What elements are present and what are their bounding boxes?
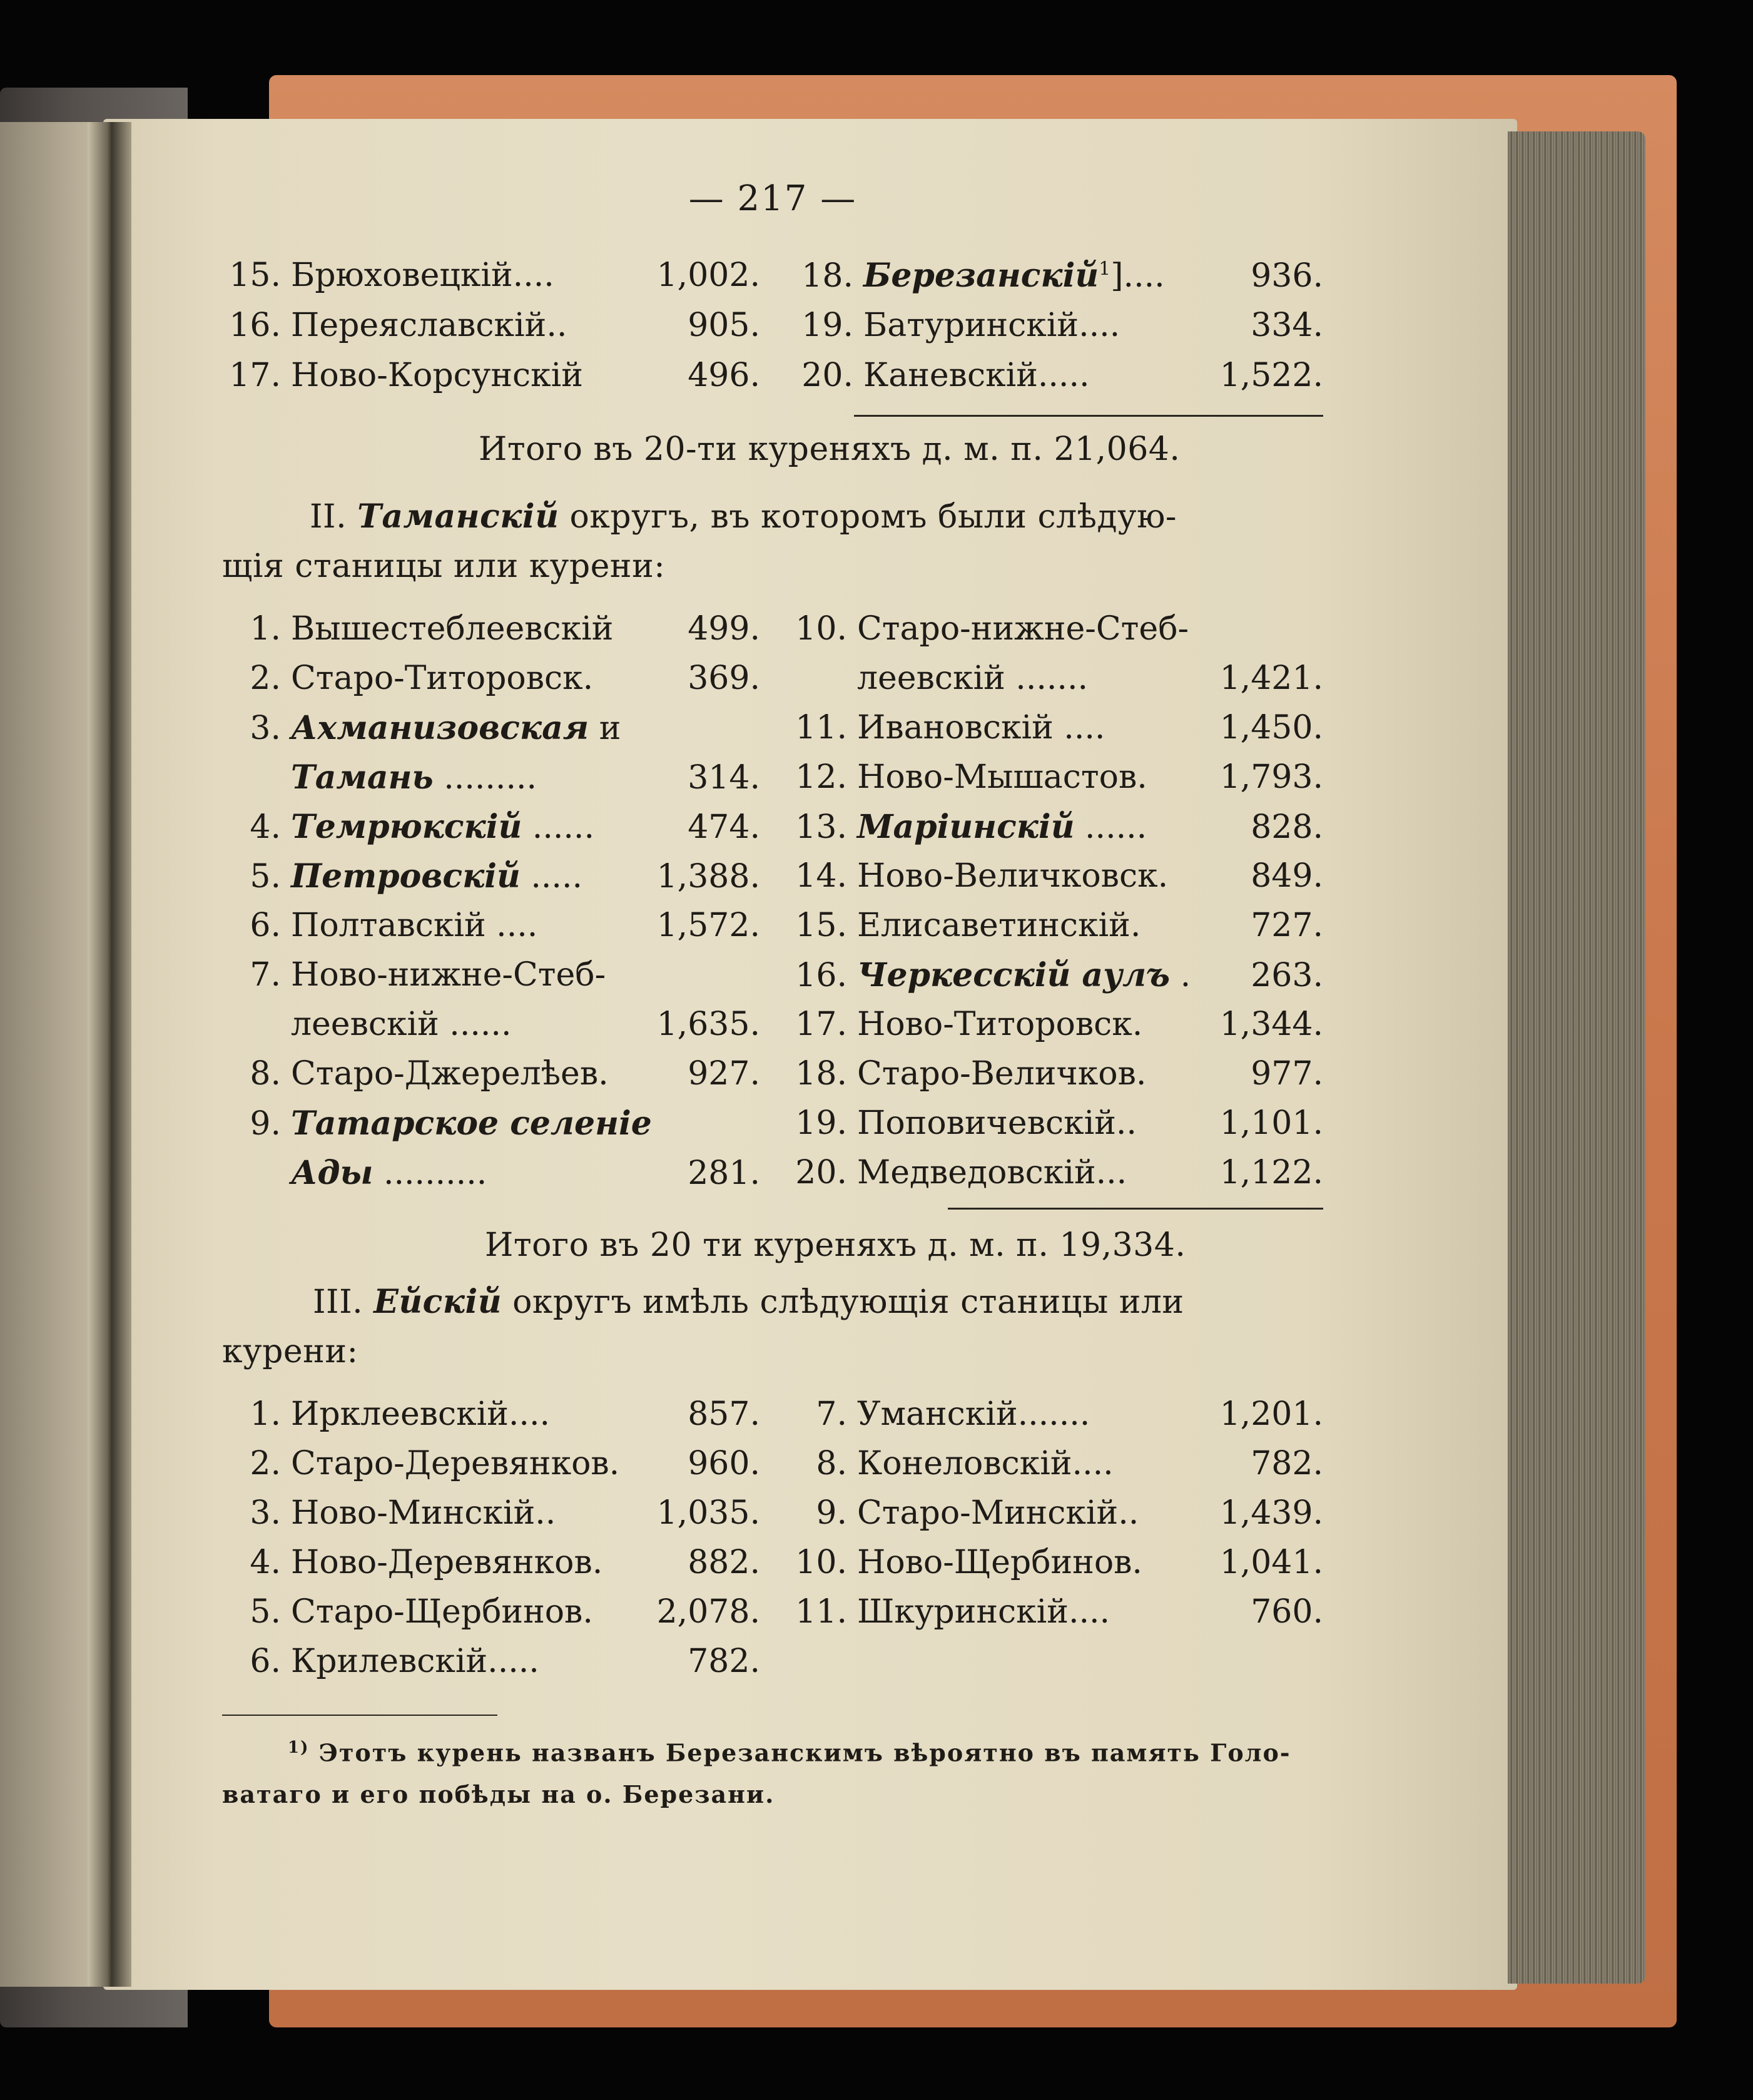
item-number: 19. bbox=[795, 1104, 847, 1142]
item-number: 6. bbox=[250, 1643, 281, 1680]
item-number: 7. bbox=[816, 1395, 847, 1433]
item-number: 20. bbox=[801, 357, 853, 394]
item-label bbox=[857, 1593, 1251, 1631]
item-label bbox=[857, 758, 1220, 796]
item-number: 15. bbox=[229, 257, 281, 294]
item-name: Старо-Щербинов. bbox=[291, 1593, 593, 1631]
list-item bbox=[222, 808, 760, 852]
list-item bbox=[795, 307, 1323, 350]
item-value: 1,572. bbox=[656, 907, 760, 944]
item-name: Ирклеевскій.... bbox=[291, 1395, 551, 1433]
item-name: Татарское селеніе bbox=[291, 1104, 652, 1143]
item-label bbox=[857, 956, 1251, 994]
item-label-tail: ...... bbox=[1085, 808, 1147, 846]
item-label bbox=[291, 610, 688, 648]
item-value: 727. bbox=[1251, 907, 1323, 944]
item-label bbox=[291, 1445, 688, 1482]
list-item bbox=[788, 956, 1323, 1000]
footnote-line-2: ватаго и его побѣды на о. Березани. bbox=[222, 1780, 775, 1808]
item-value: 281. bbox=[688, 1154, 760, 1192]
item-value: 882. bbox=[688, 1544, 760, 1581]
item-name: Ады bbox=[291, 1154, 373, 1192]
item-label bbox=[857, 1445, 1251, 1482]
item-number: 1. bbox=[250, 1395, 281, 1433]
list-item bbox=[222, 610, 760, 654]
list-item bbox=[222, 1154, 760, 1198]
item-name: Ивановскій .... bbox=[857, 709, 1105, 747]
item-name: Ново-Титоровск. bbox=[857, 1006, 1143, 1043]
list-item bbox=[795, 257, 1323, 300]
item-value: 334. bbox=[1251, 307, 1323, 344]
section-2-total: Итого въ 20 ти куреняхъ д. м. п. 19,334. bbox=[485, 1226, 1186, 1264]
list-item bbox=[222, 1104, 760, 1148]
item-value: 828. bbox=[1251, 808, 1323, 846]
item-label bbox=[857, 660, 1220, 697]
item-value: 1,122. bbox=[1219, 1154, 1323, 1191]
item-value: 1,421. bbox=[1219, 660, 1323, 697]
item-name: Березанскій bbox=[863, 257, 1099, 295]
item-value: 1,793. bbox=[1219, 758, 1323, 796]
item-name: Старо-Деревянков. bbox=[291, 1445, 620, 1482]
footnote-line-1: $^{1)}$ Этотъ курень названъ Березанскимъ вѣроятно въ память Голо- bbox=[288, 1738, 1291, 1767]
item-number: 4. bbox=[250, 808, 281, 846]
item-number: 18. bbox=[795, 1055, 847, 1093]
section-2-intro-line2: щія станицы или курени: bbox=[222, 548, 666, 585]
section-1-total: Итого въ 20-ти куреняхъ д. м. п. 21,064. bbox=[479, 431, 1181, 468]
item-name: Уманскій....... bbox=[857, 1395, 1090, 1433]
list-item bbox=[788, 610, 1323, 654]
item-name: Старо-Джерелѣев. bbox=[291, 1055, 609, 1093]
item-value: 1,388. bbox=[656, 858, 760, 895]
list-item bbox=[788, 1055, 1323, 1099]
list-item bbox=[222, 1006, 760, 1049]
item-label bbox=[291, 1154, 688, 1192]
item-number: 7. bbox=[250, 956, 281, 994]
item-value: 977. bbox=[1251, 1055, 1323, 1093]
item-number: 12. bbox=[795, 758, 847, 796]
item-name: Ново-нижне-Стеб- bbox=[291, 956, 606, 994]
item-number: 9. bbox=[250, 1105, 281, 1143]
item-name: Медведовскій... bbox=[857, 1154, 1127, 1191]
list-item bbox=[222, 1395, 760, 1439]
item-label bbox=[863, 307, 1251, 344]
item-value: 496. bbox=[688, 357, 760, 394]
list-item bbox=[222, 307, 760, 350]
item-name: Старо-Минскій.. bbox=[857, 1494, 1139, 1532]
item-number: 4. bbox=[250, 1544, 281, 1581]
list-item bbox=[788, 709, 1323, 753]
item-name: леевскій ...... bbox=[291, 1006, 512, 1043]
item-label bbox=[857, 857, 1251, 895]
item-number: 10. bbox=[795, 1544, 847, 1581]
item-number: 10. bbox=[795, 610, 847, 648]
item-name: Вышестеблеевскій bbox=[291, 610, 614, 648]
item-name: Ново-Величковск. bbox=[857, 857, 1169, 895]
item-value: 849. bbox=[1251, 857, 1323, 895]
item-number: 16. bbox=[795, 957, 847, 994]
section-2-intro: II. Таманскій округъ, въ которомъ были слѣдую- bbox=[310, 497, 1177, 536]
list-item bbox=[788, 1104, 1323, 1148]
list-item bbox=[788, 857, 1323, 901]
item-label bbox=[857, 1154, 1220, 1191]
list-item bbox=[222, 357, 760, 400]
item-value: 1,101. bbox=[1219, 1104, 1323, 1142]
item-label bbox=[857, 1395, 1220, 1433]
list-item bbox=[795, 357, 1323, 400]
list-item bbox=[788, 1395, 1323, 1439]
item-number: 18. bbox=[801, 257, 853, 295]
total-rule bbox=[854, 415, 1323, 417]
item-value: 474. bbox=[688, 808, 760, 846]
item-label bbox=[291, 907, 657, 944]
item-name: Шкуринскій.... bbox=[857, 1593, 1110, 1631]
item-name-tail: Каневскій..... bbox=[863, 357, 1090, 394]
item-name: Маріинскій bbox=[857, 808, 1075, 846]
item-value: 960. bbox=[688, 1445, 760, 1482]
item-name: Поповичевскій.. bbox=[857, 1104, 1137, 1142]
item-number: 3. bbox=[250, 710, 281, 747]
list-item bbox=[222, 1445, 760, 1489]
item-value: 1,522. bbox=[1219, 357, 1323, 394]
item-name: Крилевскій..... bbox=[291, 1643, 539, 1680]
item-value: 905. bbox=[688, 307, 760, 344]
list-item bbox=[788, 1544, 1323, 1588]
item-label bbox=[863, 257, 1251, 295]
list-item bbox=[788, 1445, 1323, 1489]
page-edges bbox=[1508, 131, 1645, 1984]
item-value: 857. bbox=[688, 1395, 760, 1433]
item-label bbox=[857, 808, 1251, 846]
page-number: — 217 — bbox=[688, 178, 857, 219]
item-label bbox=[291, 857, 657, 895]
total-rule-2 bbox=[948, 1208, 1323, 1210]
item-label bbox=[291, 1006, 657, 1043]
item-name: Черкесскій аулъ bbox=[857, 956, 1171, 994]
item-label bbox=[857, 1055, 1251, 1093]
item-label bbox=[291, 1593, 657, 1631]
item-number: 11. bbox=[795, 709, 847, 747]
item-number: 3. bbox=[250, 1494, 281, 1532]
item-number: 15. bbox=[795, 907, 847, 944]
item-name: Ново-Минскій.. bbox=[291, 1494, 556, 1532]
item-value: 782. bbox=[1251, 1445, 1323, 1482]
item-number: 2. bbox=[250, 660, 281, 697]
item-number: 19. bbox=[801, 307, 853, 344]
item-number: 9. bbox=[816, 1494, 847, 1532]
item-name-tail: ].... bbox=[1110, 257, 1165, 295]
item-label bbox=[291, 1494, 657, 1532]
item-name: Старо-Титоровск. bbox=[291, 660, 594, 697]
item-name: Старо-Величков. bbox=[857, 1055, 1147, 1093]
item-label bbox=[291, 1544, 688, 1581]
item-value: 1,002. bbox=[656, 257, 760, 294]
list-item bbox=[788, 1593, 1323, 1637]
item-number: 16. bbox=[229, 307, 281, 344]
item-name-tail: Батуринскій.... bbox=[863, 307, 1120, 344]
list-item bbox=[788, 808, 1323, 852]
item-value: 1,635. bbox=[656, 1006, 760, 1043]
item-value: 1,450. bbox=[1219, 709, 1323, 747]
list-item bbox=[788, 907, 1323, 951]
item-number: 8. bbox=[816, 1445, 847, 1482]
section-3-intro-line2: курени: bbox=[222, 1333, 358, 1370]
item-label-tail: ..... bbox=[531, 858, 583, 895]
item-name: Конеловскій.... bbox=[857, 1445, 1114, 1482]
item-label bbox=[863, 357, 1220, 394]
section-3-intro: III. Ейскій округъ имѣль слѣдующія станицы или bbox=[313, 1283, 1184, 1321]
footnote-rule bbox=[222, 1715, 497, 1716]
item-number: 8. bbox=[250, 1055, 281, 1093]
item-label bbox=[291, 758, 688, 797]
item-number: 14. bbox=[795, 857, 847, 895]
item-value: 760. bbox=[1251, 1593, 1323, 1631]
item-label bbox=[857, 1104, 1220, 1142]
item-name: леевскій ....... bbox=[857, 660, 1089, 697]
list-item bbox=[222, 907, 760, 951]
item-value: 263. bbox=[1251, 957, 1323, 994]
item-label: Переяславскій.. bbox=[291, 307, 567, 344]
item-number: 13. bbox=[795, 808, 847, 846]
item-name: Ново-Мышастов. bbox=[857, 758, 1147, 796]
item-name: Ахманизовская bbox=[291, 709, 589, 747]
item-label-tail: .......... bbox=[383, 1154, 487, 1192]
item-label bbox=[857, 610, 1323, 648]
item-label-tail: и bbox=[599, 710, 621, 747]
item-value: 2,078. bbox=[656, 1593, 760, 1631]
list-item bbox=[788, 1494, 1323, 1538]
item-value: 369. bbox=[688, 660, 760, 697]
item-number: 17. bbox=[229, 357, 281, 394]
item-label bbox=[857, 1544, 1220, 1581]
list-item bbox=[222, 1643, 760, 1686]
item-number: 6. bbox=[250, 907, 281, 944]
item-number: 17. bbox=[795, 1006, 847, 1043]
item-name: Старо-нижне-Стеб- bbox=[857, 610, 1189, 648]
item-label bbox=[857, 709, 1220, 747]
list-item bbox=[788, 1006, 1323, 1049]
item-number: 2. bbox=[250, 1445, 281, 1482]
list-item bbox=[788, 758, 1323, 802]
item-label-tail: . bbox=[1180, 957, 1191, 994]
list-item bbox=[222, 1544, 760, 1588]
item-value: 782. bbox=[688, 1643, 760, 1680]
item-name: Елисаветинскій. bbox=[857, 907, 1141, 944]
list-item bbox=[222, 660, 760, 703]
list-item bbox=[222, 257, 760, 300]
list-item bbox=[788, 1154, 1323, 1198]
footnote-ref: 1 bbox=[1099, 258, 1111, 280]
item-label bbox=[857, 1006, 1220, 1043]
item-value: 499. bbox=[688, 610, 760, 648]
list-item bbox=[222, 758, 760, 802]
item-name: Ново-Щербинов. bbox=[857, 1544, 1142, 1581]
item-value: 1,439. bbox=[1219, 1494, 1323, 1532]
item-label bbox=[857, 907, 1251, 944]
item-name: Ново-Деревянков. bbox=[291, 1544, 603, 1581]
item-label: Ново-Корсунскій bbox=[291, 357, 583, 394]
item-label bbox=[291, 709, 760, 747]
item-name: Петровскій bbox=[291, 857, 521, 895]
item-name: Тамань bbox=[291, 758, 434, 797]
item-label bbox=[291, 1395, 688, 1433]
list-item bbox=[222, 1494, 760, 1538]
item-value: 314. bbox=[688, 759, 760, 797]
item-number: 20. bbox=[795, 1154, 847, 1191]
item-name: Полтавскій .... bbox=[291, 907, 538, 944]
item-value: 936. bbox=[1251, 257, 1323, 295]
list-item bbox=[222, 1055, 760, 1099]
book-gutter bbox=[88, 122, 131, 1987]
item-label bbox=[291, 1055, 688, 1093]
item-label-tail: ...... bbox=[532, 808, 594, 846]
list-item bbox=[788, 660, 1323, 703]
item-label: Брюховецкій.... bbox=[291, 257, 554, 294]
item-value: 1,201. bbox=[1219, 1395, 1323, 1433]
item-value: 1,344. bbox=[1219, 1006, 1323, 1043]
item-label-tail: ......... bbox=[444, 759, 537, 797]
list-item bbox=[222, 857, 760, 901]
item-number: 5. bbox=[250, 1593, 281, 1631]
item-label bbox=[291, 956, 760, 994]
item-label bbox=[857, 1494, 1220, 1532]
list-item bbox=[222, 709, 760, 753]
item-label bbox=[291, 1643, 688, 1680]
item-label bbox=[291, 808, 688, 846]
item-value: 1,035. bbox=[656, 1494, 760, 1532]
item-value: 1,041. bbox=[1219, 1544, 1323, 1581]
item-value: 927. bbox=[688, 1055, 760, 1093]
item-label bbox=[291, 1104, 760, 1143]
list-item bbox=[222, 956, 760, 1000]
list-item bbox=[222, 1593, 760, 1637]
item-number: 5. bbox=[250, 858, 281, 895]
item-number: 1. bbox=[250, 610, 281, 648]
item-label bbox=[291, 660, 688, 697]
item-name: Темрюкскій bbox=[291, 808, 522, 846]
item-number: 11. bbox=[795, 1593, 847, 1631]
